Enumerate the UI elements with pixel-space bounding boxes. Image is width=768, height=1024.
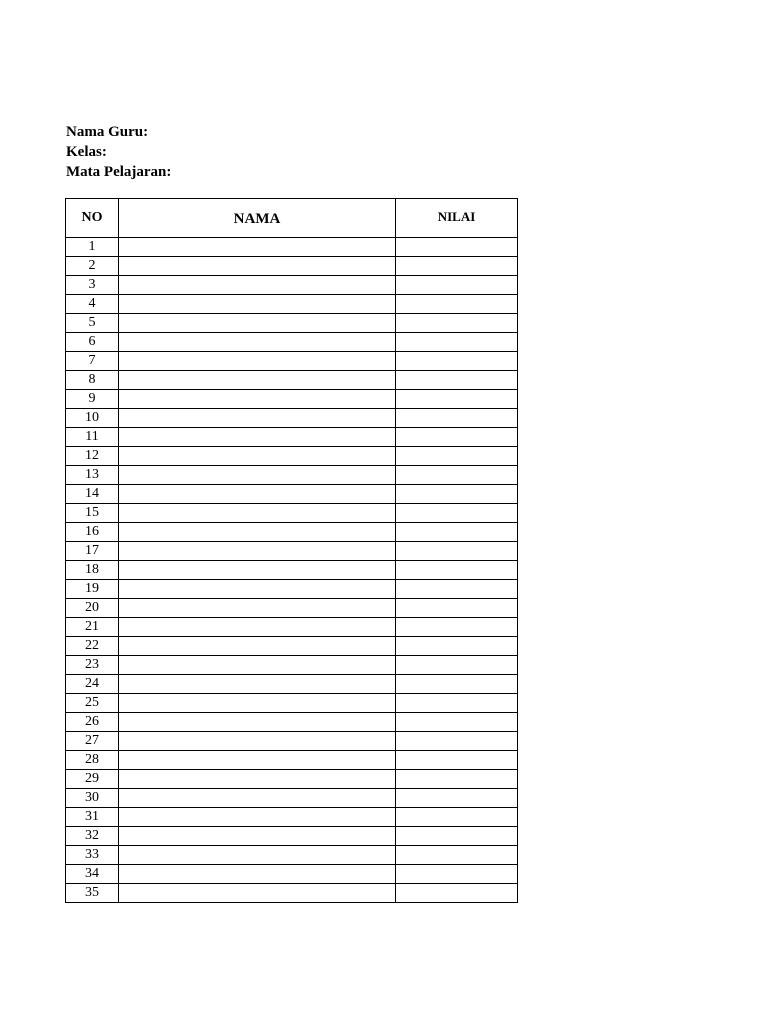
student-name-cell[interactable]: [119, 409, 396, 428]
table-row: [66, 618, 518, 637]
grade-cell[interactable]: [396, 770, 518, 789]
row-number-cell: 30: [66, 789, 119, 808]
table-row: [66, 827, 518, 846]
grade-cell[interactable]: [396, 409, 518, 428]
grade-cell[interactable]: [396, 827, 518, 846]
column-header-no: NO: [66, 199, 119, 238]
student-name-cell[interactable]: [119, 390, 396, 409]
student-name-cell[interactable]: [119, 675, 396, 694]
grade-cell[interactable]: [396, 466, 518, 485]
grade-cell[interactable]: [396, 504, 518, 523]
grade-cell[interactable]: [396, 390, 518, 409]
row-number-cell: 7: [66, 352, 119, 371]
row-number-cell: 2: [66, 257, 119, 276]
grade-cell[interactable]: [396, 846, 518, 865]
grade-table: [65, 198, 518, 903]
student-name-cell[interactable]: [119, 352, 396, 371]
student-name-cell[interactable]: [119, 485, 396, 504]
table-row: [66, 865, 518, 884]
student-name-cell[interactable]: [119, 523, 396, 542]
row-number-cell: 23: [66, 656, 119, 675]
student-name-cell[interactable]: [119, 770, 396, 789]
row-number-cell: 8: [66, 371, 119, 390]
table-header-row: [66, 199, 518, 238]
grade-cell[interactable]: [396, 276, 518, 295]
row-number-cell: 28: [66, 751, 119, 770]
grade-cell[interactable]: [396, 428, 518, 447]
row-number-cell: 27: [66, 732, 119, 751]
row-number-cell: 5: [66, 314, 119, 333]
student-name-cell[interactable]: [119, 599, 396, 618]
table-row: [66, 694, 518, 713]
row-number-cell: 18: [66, 561, 119, 580]
grade-cell[interactable]: [396, 751, 518, 770]
student-name-cell[interactable]: [119, 542, 396, 561]
row-number-cell: 21: [66, 618, 119, 637]
student-name-cell[interactable]: [119, 694, 396, 713]
student-name-cell[interactable]: [119, 751, 396, 770]
student-name-cell[interactable]: [119, 333, 396, 352]
grade-cell[interactable]: [396, 599, 518, 618]
student-name-cell[interactable]: [119, 371, 396, 390]
table-row: [66, 466, 518, 485]
table-row: [66, 789, 518, 808]
table-row: [66, 371, 518, 390]
row-number-cell: 26: [66, 713, 119, 732]
table-row: [66, 504, 518, 523]
grade-cell[interactable]: [396, 333, 518, 352]
student-name-cell[interactable]: [119, 504, 396, 523]
table-row: [66, 846, 518, 865]
row-number-cell: 17: [66, 542, 119, 561]
grade-cell[interactable]: [396, 656, 518, 675]
document-header: [66, 122, 171, 182]
table-row: [66, 390, 518, 409]
table-row: [66, 599, 518, 618]
grade-cell[interactable]: [396, 694, 518, 713]
student-name-cell[interactable]: [119, 561, 396, 580]
class-label: Kelas:: [66, 144, 107, 160]
table-row: [66, 523, 518, 542]
row-number-cell: 10: [66, 409, 119, 428]
table-row: [66, 352, 518, 371]
table-row: [66, 656, 518, 675]
table-row: [66, 333, 518, 352]
grade-cell[interactable]: [396, 523, 518, 542]
grade-cell[interactable]: [396, 352, 518, 371]
table-body: [66, 238, 518, 903]
row-number-cell: 9: [66, 390, 119, 409]
student-name-cell[interactable]: [119, 466, 396, 485]
subject-label: Mata Pelajaran:: [66, 164, 172, 180]
student-name-cell[interactable]: [119, 257, 396, 276]
table-row: [66, 884, 518, 903]
student-name-cell[interactable]: [119, 637, 396, 656]
grade-cell[interactable]: [396, 542, 518, 561]
table-row: [66, 770, 518, 789]
table-row: [66, 637, 518, 656]
column-header-nilai: NILAI: [396, 199, 518, 238]
row-number-cell: 24: [66, 675, 119, 694]
grade-cell[interactable]: [396, 713, 518, 732]
student-name-cell[interactable]: [119, 789, 396, 808]
student-name-cell[interactable]: [119, 580, 396, 599]
table-row: [66, 485, 518, 504]
student-name-cell[interactable]: [119, 428, 396, 447]
table-row: [66, 238, 518, 257]
table-row: [66, 561, 518, 580]
student-name-cell[interactable]: [119, 238, 396, 257]
student-name-cell[interactable]: [119, 732, 396, 751]
row-number-cell: 15: [66, 504, 119, 523]
grade-cell[interactable]: [396, 295, 518, 314]
table-row: [66, 713, 518, 732]
row-number-cell: 14: [66, 485, 119, 504]
student-name-cell[interactable]: [119, 884, 396, 903]
grade-cell[interactable]: [396, 732, 518, 751]
row-number-cell: 33: [66, 846, 119, 865]
row-number-cell: 6: [66, 333, 119, 352]
row-number-cell: 3: [66, 276, 119, 295]
grade-cell[interactable]: [396, 314, 518, 333]
student-name-cell[interactable]: [119, 808, 396, 827]
row-number-cell: 12: [66, 447, 119, 466]
table-row: [66, 409, 518, 428]
grade-cell[interactable]: [396, 884, 518, 903]
student-name-cell[interactable]: [119, 314, 396, 333]
table-row: [66, 808, 518, 827]
student-name-cell[interactable]: [119, 865, 396, 884]
row-number-cell: 11: [66, 428, 119, 447]
row-number-cell: 19: [66, 580, 119, 599]
student-name-cell[interactable]: [119, 447, 396, 466]
table-row: [66, 295, 518, 314]
student-name-cell[interactable]: [119, 846, 396, 865]
grade-cell[interactable]: [396, 257, 518, 276]
row-number-cell: 31: [66, 808, 119, 827]
grade-cell[interactable]: [396, 675, 518, 694]
row-number-cell: 13: [66, 466, 119, 485]
grade-cell[interactable]: [396, 485, 518, 504]
table-row: [66, 542, 518, 561]
student-name-cell[interactable]: [119, 618, 396, 637]
table-row: [66, 751, 518, 770]
student-name-cell[interactable]: [119, 656, 396, 675]
student-name-cell[interactable]: [119, 713, 396, 732]
row-number-cell: 29: [66, 770, 119, 789]
row-number-cell: 20: [66, 599, 119, 618]
grade-cell[interactable]: [396, 447, 518, 466]
student-name-cell[interactable]: [119, 295, 396, 314]
column-header-nama: NAMA: [119, 199, 396, 238]
row-number-cell: 35: [66, 884, 119, 903]
row-number-cell: 1: [66, 238, 119, 257]
table-row: [66, 732, 518, 751]
grade-cell[interactable]: [396, 561, 518, 580]
row-number-cell: 22: [66, 637, 119, 656]
grade-cell[interactable]: [396, 637, 518, 656]
table-row: [66, 447, 518, 466]
table-row: [66, 257, 518, 276]
grade-cell[interactable]: [396, 865, 518, 884]
table-row: [66, 580, 518, 599]
table-row: [66, 276, 518, 295]
grade-cell[interactable]: [396, 238, 518, 257]
grade-cell[interactable]: [396, 789, 518, 808]
student-name-cell[interactable]: [119, 827, 396, 846]
grade-cell[interactable]: [396, 580, 518, 599]
row-number-cell: 25: [66, 694, 119, 713]
grade-cell[interactable]: [396, 808, 518, 827]
row-number-cell: 34: [66, 865, 119, 884]
student-name-cell[interactable]: [119, 276, 396, 295]
row-number-cell: 16: [66, 523, 119, 542]
table-row: [66, 428, 518, 447]
row-number-cell: 4: [66, 295, 119, 314]
grade-cell[interactable]: [396, 371, 518, 390]
teacher-name-label: Nama Guru:: [66, 124, 149, 140]
row-number-cell: 32: [66, 827, 119, 846]
table-row: [66, 675, 518, 694]
grade-cell[interactable]: [396, 618, 518, 637]
table-row: [66, 314, 518, 333]
